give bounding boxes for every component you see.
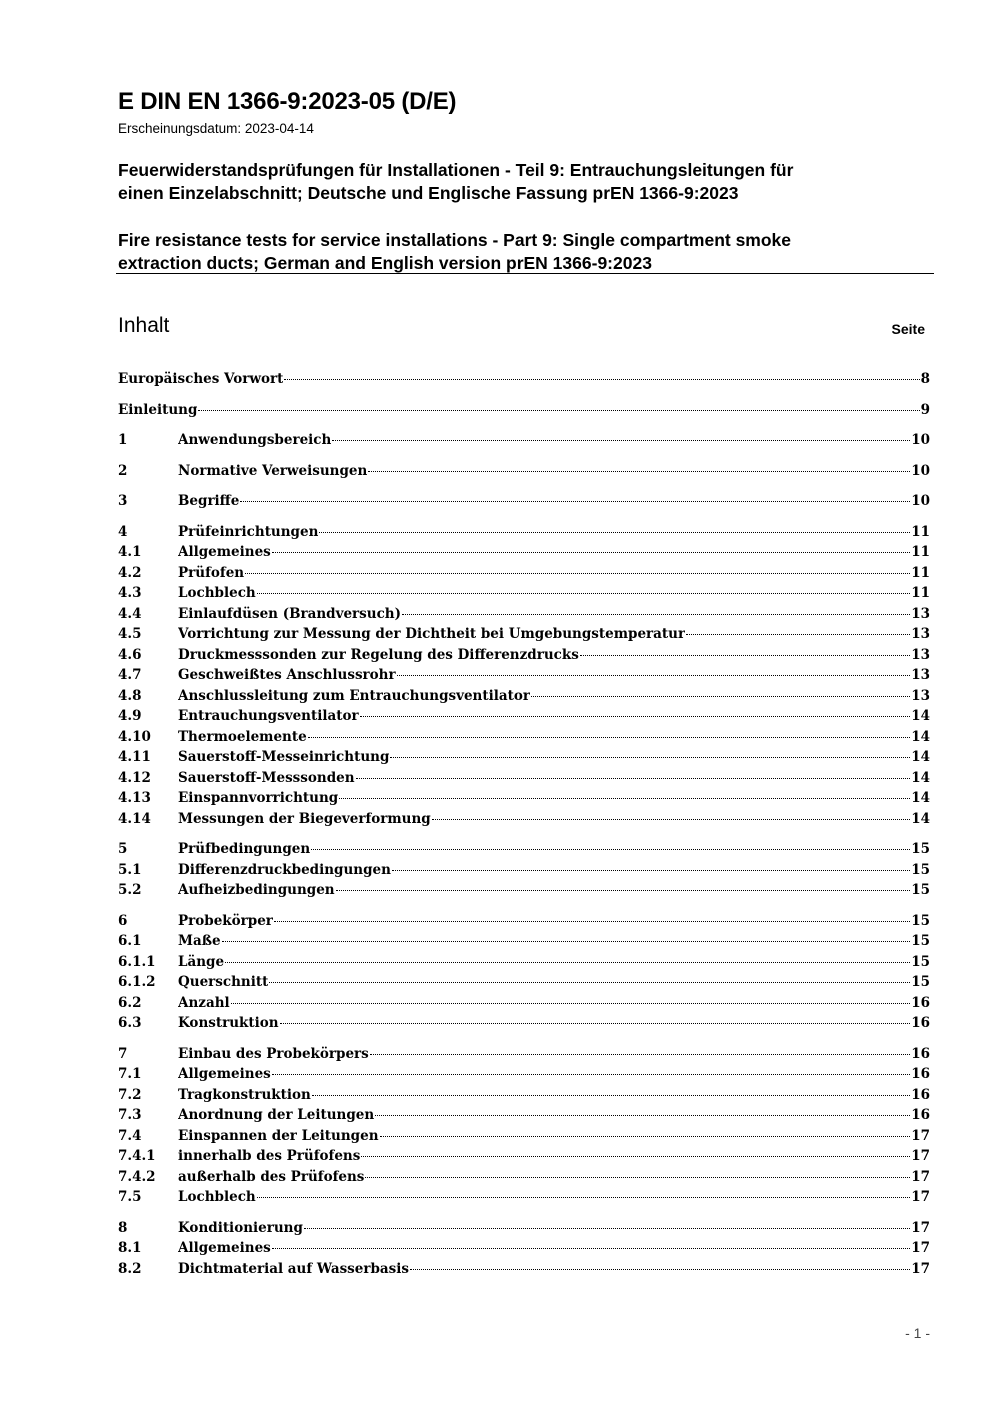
toc-entry-page: 15 [911,974,930,990]
toc-entry-number: 3 [118,493,128,509]
toc-entry-page: 17 [911,1219,930,1236]
toc-entry-page: 14 [911,769,930,786]
toc-entry-page: 15 [911,912,930,929]
toc-dot-leader [365,1177,910,1178]
toc-entry-title: Geschweißtes Anschlussrohr [178,667,396,683]
toc-dot-leader [580,655,910,656]
toc-entry[interactable] [118,647,930,668]
toc-dot-leader [375,1115,910,1116]
english-title-line: Fire resistance tests for service installations - Part 9: Single compartment smoke [118,230,792,250]
toc-entry-page: 15 [911,861,930,878]
toc-entry-number: 4.3 [118,585,142,601]
toc-entry[interactable] [118,1015,930,1036]
toc-entry[interactable] [118,1261,930,1282]
toc-entry[interactable] [118,770,930,791]
toc-entry-title: Maße [178,933,221,949]
toc-entry-number: 5.2 [118,882,142,898]
toc-entry-title: Sauerstoff-Messeinrichtung [178,749,390,765]
toc-entry-page: 8 [920,371,930,387]
toc-entry-number: 4.9 [118,708,142,724]
toc-entry-page: 13 [911,605,930,622]
toc-entry[interactable] [118,882,930,903]
toc-entry-number: 5 [118,841,128,857]
toc-entry-page: 17 [911,1260,930,1277]
toc-entry-number: 7 [118,1045,128,1062]
toc-entry-title: Lochblech [178,1189,256,1205]
toc-entry-page: 17 [911,1168,930,1185]
toc-dot-leader [332,440,910,441]
toc-dot-leader [339,798,910,799]
toc-entry-title: Vorrichtung zur Messung der Dichtheit bei Umgebungstemperatur [178,626,686,642]
toc-dot-leader [272,1248,910,1249]
toc-entry[interactable] [118,749,930,770]
toc-dot-leader [368,471,910,472]
toc-dot-leader [304,1228,910,1229]
toc-entry[interactable] [118,708,930,729]
toc-entry-page: 17 [911,1127,930,1144]
toc-entry-number: 4.6 [118,646,142,663]
toc-entry-page: 13 [911,626,930,642]
toc-entry-number: 8.1 [118,1240,142,1256]
toc-entry-title: Anzahl [178,994,230,1011]
toc-entry-title: außerhalb des Prüfofens [178,1168,365,1185]
toc-dot-leader [272,1074,910,1075]
toc-entry-number: 7.5 [118,1189,142,1205]
toc-entry-page: 13 [911,646,930,663]
toc-entry-title: Normative Verweisungen [178,462,368,479]
toc-dot-leader [390,757,910,758]
toc-entry-number: 7.4.1 [118,1148,156,1164]
toc-entry-page: 13 [911,667,930,683]
toc-entry[interactable] [118,1107,930,1128]
toc-entry-number: 4.5 [118,626,142,642]
toc-entry-page: 11 [911,585,930,601]
toc-dot-leader [410,1269,910,1270]
toc-entry[interactable] [118,688,930,709]
toc-entry-title: Konditionierung [178,1219,303,1236]
toc-entry-title: Länge [178,953,225,970]
toc-entry-number: 2 [118,462,128,479]
toc-entry-number: 5.1 [118,861,142,878]
toc-entry-title: Konstruktion [178,1015,279,1031]
toc-entry-page: 16 [911,994,930,1011]
toc-entry-page: 14 [911,810,930,827]
toc-entry-title: Dichtmaterial auf Wasserbasis [178,1260,410,1277]
toc-entry-page: 16 [911,1045,930,1062]
toc-entry-page: 14 [911,790,930,806]
toc-entry-page: 15 [911,882,930,898]
toc-entry-page: 17 [911,1240,930,1256]
toc-dot-leader [308,737,911,738]
toc-entry-number: 4 [118,523,128,540]
toc-entry-title: Sauerstoff-Messsonden [178,769,355,786]
toc-entry[interactable] [118,1169,930,1190]
toc-entry-number: 1 [118,432,128,448]
toc-dot-leader [531,696,910,697]
toc-entry-title: Thermoelemente [178,728,307,745]
toc-entry-title: Einspannvorrichtung [178,790,339,806]
publication-date: Erscheinungsdatum: 2023-04-14 [118,121,314,136]
toc-entry[interactable] [118,954,930,975]
toc-entry-number: 6.1 [118,933,142,949]
toc-entry-number: 6.1.1 [118,953,156,970]
toc-entry-title: Allgemeines [178,1240,271,1256]
toc-entry-title: Einlaufdüsen (Brandversuch) [178,605,401,622]
toc-entry-number: 8 [118,1219,128,1236]
toc-dot-leader [311,849,910,850]
toc-entry[interactable] [118,371,930,392]
toc-entry[interactable] [118,1066,930,1087]
toc-entry-page: 15 [911,841,930,857]
toc-entry-page: 17 [911,1148,930,1164]
toc-entry-title: Anwendungsbereich [178,432,332,448]
toc-entry-page: 16 [911,1015,930,1031]
toc-entry-title: Begriffe [178,493,240,509]
toc-entry-number: 7.2 [118,1086,142,1103]
toc-dot-leader [222,941,911,942]
english-title [118,229,918,275]
toc-dot-leader [360,716,911,717]
toc-entry[interactable] [118,544,930,565]
toc-entry-title: Anschlussleitung zum Entrauchungsventilator [178,687,530,704]
toc-entry-number: 6.3 [118,1015,142,1031]
toc-entry-page: 17 [911,1189,930,1205]
toc-entry-number: 4.12 [118,769,151,786]
toc-entry-title: Europäisches Vorwort [118,371,284,387]
toc-entry-number: 4.11 [118,749,151,765]
toc-entry-page: 14 [911,749,930,765]
toc-entry-page: 14 [911,728,930,745]
toc-entry[interactable] [118,432,930,453]
german-title-line: Feuerwiderstandsprüfungen für Installationen - Teil 9: Entrauchungsleitungen für [118,160,794,180]
toc-entry-page: 16 [911,1107,930,1123]
toc-entry-title: Differenzdruckbedingungen [178,861,391,878]
toc-entry-title: innerhalb des Prüfofens [178,1148,361,1164]
toc-entry-title: Prüfbedingungen [178,841,311,857]
toc-dot-leader [257,1197,910,1198]
toc-entry-page: 13 [911,687,930,704]
page-number: - 1 - [905,1325,930,1341]
toc-entry-title: Druckmesssonden zur Regelung des Differenzdrucks [178,646,579,663]
toc-entry-number: 4.13 [118,790,151,806]
toc-entry[interactable] [118,565,930,586]
toc-dot-leader [240,501,910,502]
toc-dot-leader [257,593,910,594]
toc-entry[interactable] [118,585,930,606]
toc-entry[interactable] [118,913,930,934]
toc-entry[interactable] [118,667,930,688]
toc-entry-page: 10 [911,432,930,448]
toc-entry[interactable] [118,811,930,832]
toc-entry-number: 6 [118,912,128,929]
toc-entry-title: Entrauchungsventilator [178,708,359,724]
toc-entry-number: 4.10 [118,728,151,745]
toc-dot-leader [280,1023,911,1024]
toc-dot-leader [686,634,910,635]
toc-dot-leader [231,1003,911,1004]
toc-entry[interactable] [118,790,930,811]
toc-entry-page: 10 [911,462,930,479]
toc-dot-leader [402,614,910,615]
toc-entry[interactable] [118,1220,930,1241]
toc-entry-number: 4.4 [118,605,142,622]
toc-entry-page: 15 [911,933,930,949]
toc-entry-title: Probekörper [178,912,273,929]
toc-entry-number: 7.4.2 [118,1168,156,1185]
toc-entry[interactable] [118,402,930,423]
english-title-line: extraction ducts; German and English version prEN 1366-9:2023 [118,253,652,273]
toc-entry[interactable] [118,974,930,995]
toc-entry-page: 16 [911,1086,930,1103]
german-title [118,159,918,205]
toc-entry-page: 10 [911,493,930,509]
toc-entry[interactable] [118,933,930,954]
toc-entry-number: 7.1 [118,1066,142,1082]
toc-entry-title: Allgemeines [178,544,271,560]
toc-entry-title: Aufheizbedingungen [178,882,335,898]
toc-entry[interactable] [118,1087,930,1108]
toc-dot-leader [361,1156,910,1157]
title-divider [116,273,934,274]
toc-entry[interactable] [118,995,930,1016]
toc-dot-leader [356,778,911,779]
toc-entry[interactable] [118,1148,930,1169]
toc-dot-leader [312,1095,910,1096]
toc-dot-leader [284,379,919,380]
toc-dot-leader [392,870,910,871]
toc-entry-title: Prüfofen [178,564,245,581]
toc-entry-page: 11 [911,523,930,540]
toc-entry-page: 15 [911,953,930,970]
toc-entry[interactable] [118,862,930,883]
toc-entry-title: Einbau des Probekörpers [178,1045,369,1062]
toc-entry-number: 4.14 [118,810,151,827]
toc-entry-title: Prüfeinrichtungen [178,523,319,540]
toc-entry[interactable] [118,1189,930,1210]
toc-dot-leader [225,962,910,963]
toc-page-column-label: Seite [891,321,925,337]
toc-entry-number: 4.2 [118,564,142,581]
toc-entry-number: 7.3 [118,1107,142,1123]
toc-entry-title: Messungen der Biegeverformung [178,810,431,827]
toc-entry-title: Tragkonstruktion [178,1086,311,1103]
toc-entry-page: 11 [911,544,930,560]
toc-dot-leader [245,573,910,574]
toc-entry-title: Einleitung [118,401,198,418]
toc-dot-leader [319,532,910,533]
toc-dot-leader [336,890,911,891]
toc-entry-page: 16 [911,1066,930,1082]
toc-entry-title: Allgemeines [178,1066,271,1082]
toc-entry-number: 6.1.2 [118,974,156,990]
toc-entry[interactable] [118,463,930,484]
toc-dot-leader [397,675,911,676]
toc-entry[interactable] [118,1128,930,1149]
toc-entry-number: 4.1 [118,544,142,560]
toc-entry-number: 7.4 [118,1127,142,1144]
toc-entry[interactable] [118,606,930,627]
toc-entry[interactable] [118,1240,930,1261]
toc-entry[interactable] [118,1046,930,1067]
toc-dot-leader [269,982,910,983]
toc-dot-leader [274,921,910,922]
toc-entry-title: Querschnitt [178,974,269,990]
toc-dot-leader [432,819,910,820]
toc-entry[interactable] [118,626,930,647]
toc-entry[interactable] [118,524,930,545]
toc-entry-number: 8.2 [118,1260,142,1277]
toc-dot-leader [272,552,910,553]
toc-entry-page: 9 [920,401,930,418]
toc-entry-page: 11 [911,564,930,581]
toc-dot-leader [198,410,919,411]
german-title-line: einen Einzelabschnitt; Deutsche und Englische Fassung prEN 1366-9:2023 [118,183,739,203]
toc-entry-number: 4.7 [118,667,142,683]
toc-entry-number: 6.2 [118,994,142,1011]
toc-entry[interactable] [118,841,930,862]
toc-entry-title: Anordnung der Leitungen [178,1107,375,1123]
toc-heading: Inhalt [118,314,170,337]
toc-entry-title: Einspannen der Leitungen [178,1127,379,1144]
document-title: E DIN EN 1366-9:2023-05 (D/E) [118,88,457,115]
toc-dot-leader [380,1136,911,1137]
toc-entry[interactable] [118,493,930,514]
toc-entry-title: Lochblech [178,585,256,601]
toc-entry-page: 14 [911,708,930,724]
toc-entry-number: 4.8 [118,687,142,704]
toc-entry[interactable] [118,729,930,750]
table-of-contents [118,371,930,1281]
toc-dot-leader [370,1054,910,1055]
